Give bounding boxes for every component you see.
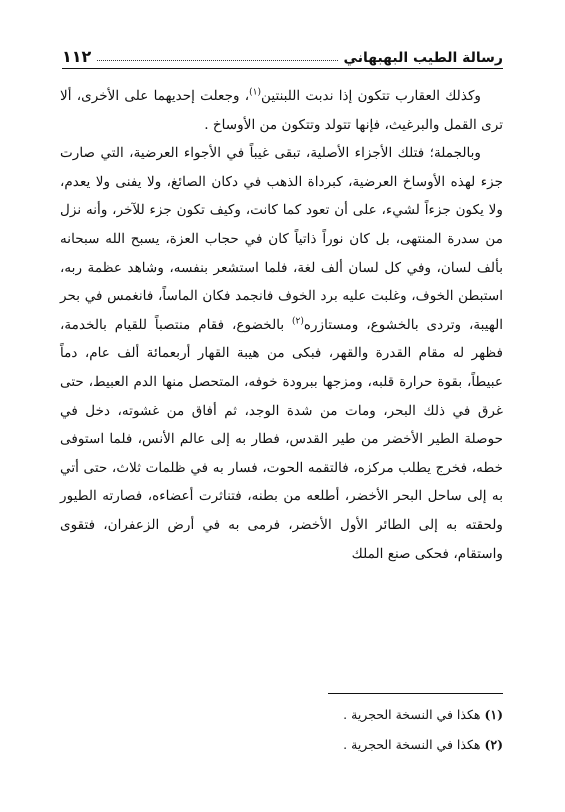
body-text — [60, 82, 503, 568]
footnote-text: هكذا في النسخة الحجرية . — [343, 737, 481, 752]
footnote-number: (١) — [484, 707, 503, 722]
footnote-2 — [62, 730, 503, 760]
paragraph-1-text-b: ، وجعلت إحديهما على الأخرى، ألا ترى القمل والبرغيث، فإنها تتولد وتتكون من الأوساخ . — [60, 88, 503, 133]
paragraph-1 — [60, 82, 503, 139]
paragraph-1-text-a: وكذلك العقارب تتكون إذا ندبت اللبنتين — [261, 88, 481, 104]
footnote-1 — [62, 700, 503, 730]
paragraph-2 — [60, 139, 503, 568]
footnote-ref-1: (١) — [249, 87, 262, 98]
paragraph-2-text-a: وبالجملة؛ فتلك الأجزاء الأصلية، تبقى غيباً في الأجواء العرضية، التي صارت جزء لهذه الأوساخ العرضية، كبرداة الذهب في دكان الصائغ، ولا يفنى ولا يعدم، ولا يكون جزءاً لشيء، على أن تعود كما كانت، وكيف تكون جزء للآخر، وأنه نزل من سدرة المنتهى، بل كان نوراً ذاتياً كان في حجاب العزة، يسبح الله سبحانه بألف لسان، وفي كل لسان ألف لغة، فلما استشعر بنفسه، وشاهد عظمة ربه، استبطن الخوف، وغلبت عليه برد الخوف فانجمد فكان الماساً، فانغمس في بحر الهيبة، وتردى بالخشوع، ومستازره — [60, 145, 504, 333]
footnote-number: (٢) — [484, 737, 503, 752]
footnote-ref-2: (٢) — [292, 316, 304, 327]
page-number: ١١٢ — [62, 47, 92, 66]
running-title: رسالة الطيب البهبهاني — [343, 50, 503, 66]
paragraph-2-text-b: بالخضوع، فقام منتصباً للقيام بالخدمة، فظهر له مقام القدرة والقهر، فبكى من هيبة القهار أربعمائة ألف عام، دماً عبيطاً، بقوة حرارة قلبه، ومزجها ببرودة خوفه، المتحصل منها الدم العبيط، حتى غرق في ذلك البحر، ومات من شدة الوجد، ثم أفاق من غشوته، دخل في حوصلة الطير الأخضر من طير القدس، فطار به إلى عالم الأنس، فلما استوفى خطه، فخرج يطلب مركزه، فالتقمه الحوت، فسار به في ظلمات ثلاث، حتى أتي به إلى ساحل البحر الأخضر، أطلعه من بطنه، فتناثرت أعضاءه، فصارته الطيور ولحقته به إلى الطائر الأول الأخضر، فرمى به في أرض الزعفران، فتقوى واستقام، فحكى صنع الملك — [60, 316, 503, 562]
footnote-separator — [328, 693, 503, 694]
footnotes — [62, 700, 503, 760]
footnote-text: هكذا في النسخة الحجرية . — [343, 707, 481, 722]
page-header — [62, 40, 503, 69]
header-dotted-leader — [97, 59, 337, 61]
